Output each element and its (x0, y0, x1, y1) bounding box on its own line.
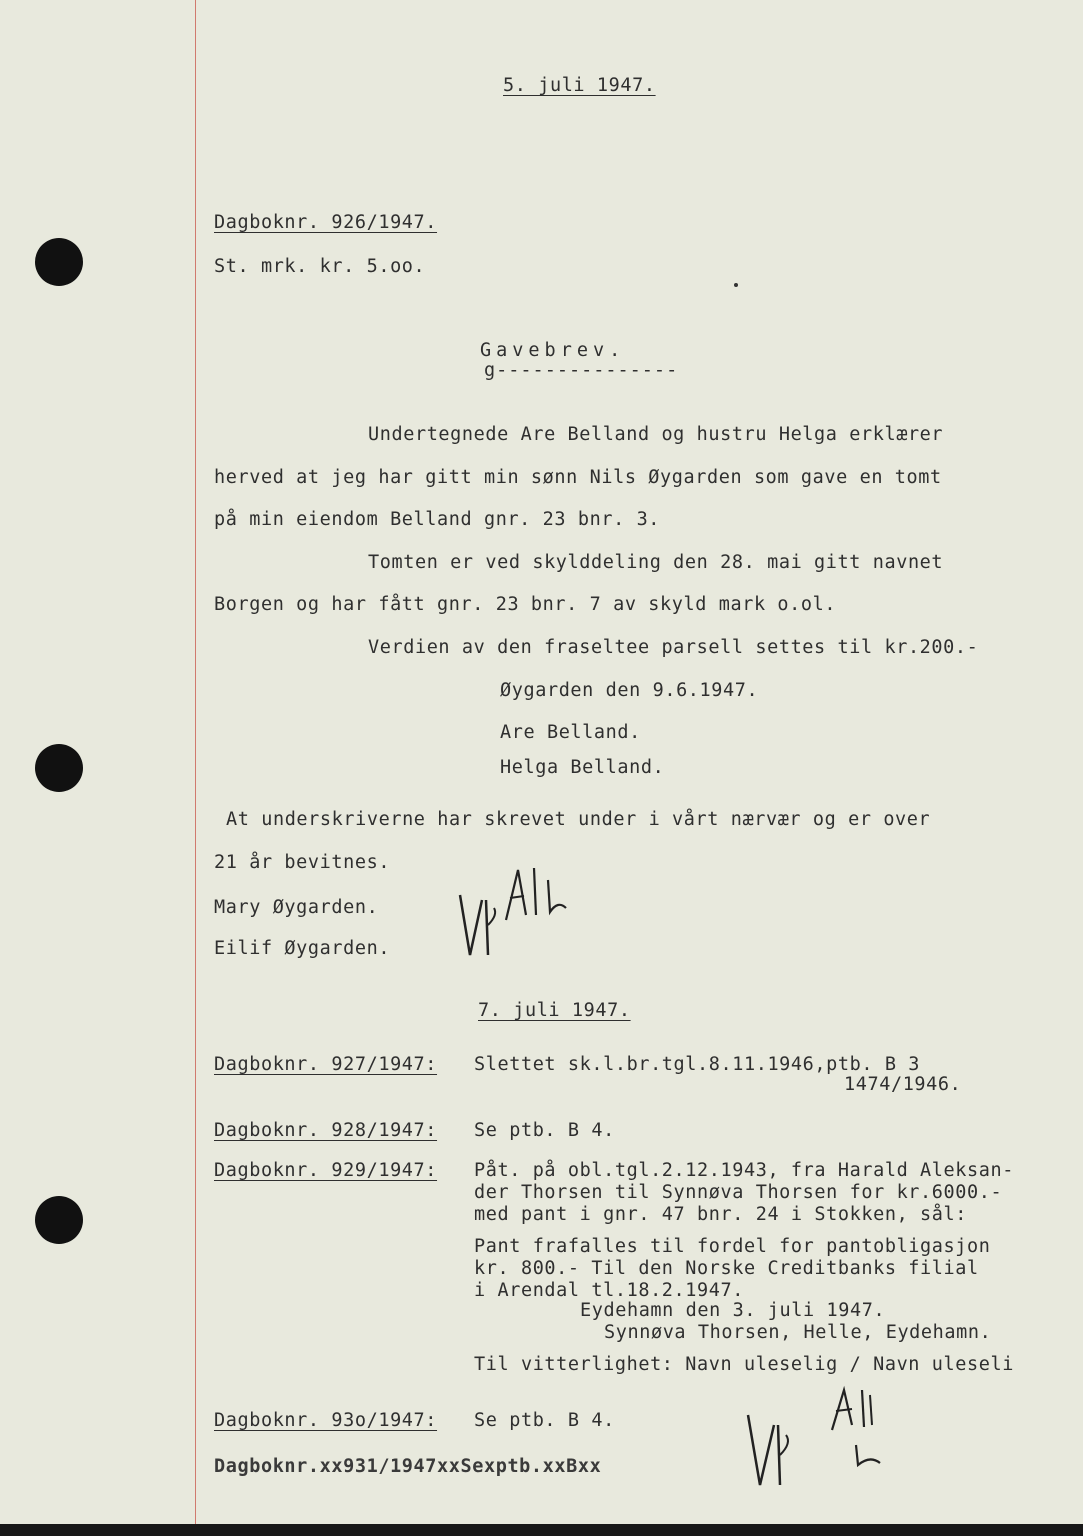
signer-2: Helga Belland. (500, 757, 665, 778)
witness-2: Eilif Øygarden. (214, 938, 391, 959)
entry-929-line-9: Til vitterlighet: Navn uleselig / Navn uleseli (474, 1354, 1014, 1375)
witness-1: Mary Øygarden. (214, 897, 379, 918)
handwritten-initials-1 (450, 860, 580, 970)
handwritten-initials-2 (740, 1385, 910, 1495)
document-title: Gavebrev. (480, 340, 626, 361)
entry-927-line-1: Slettet sk.l.br.tgl.8.11.1946,ptb. B 3 (474, 1054, 921, 1075)
entry-929-line-2: der Thorsen til Synnøva Thorsen for kr.6000.- (474, 1182, 1003, 1203)
body-line-2: herved at jeg har gitt min sønn Nils Øygarden som gave en tomt (214, 467, 942, 488)
dagbok-number-926: Dagboknr. 926/1947. (214, 212, 438, 233)
entry-929-line-4: Pant frafalles til fordel for pantobligasjon (474, 1236, 991, 1257)
entry-929-line-6: i Arendal tl.18.2.1947. (474, 1280, 744, 1301)
date-heading-1: 5. juli 1947. (503, 75, 656, 96)
date-heading-2: 7. juli 1947. (478, 1000, 631, 1021)
punch-hole-middle (35, 744, 83, 792)
entry-929-line-1: Påt. på obl.tgl.2.12.1943, fra Harald Aleksan- (474, 1160, 1014, 1181)
entry-929-line-7: Eydehamn den 3. juli 1947. (580, 1300, 886, 1321)
punch-hole-bottom (35, 1196, 83, 1244)
place-date: Øygarden den 9.6.1947. (500, 680, 759, 701)
dagbok-number-928: Dagboknr. 928/1947: (214, 1120, 438, 1141)
entry-929-line-5: kr. 800.- Til den Norske Creditbanks filial (474, 1258, 979, 1279)
dagbok-number-927: Dagboknr. 927/1947: (214, 1054, 438, 1075)
punch-hole-top (35, 238, 83, 286)
entry-929-line-8: Synnøva Thorsen, Helle, Eydehamn. (604, 1322, 992, 1343)
signer-1: Are Belland. (500, 722, 641, 743)
ink-dot (734, 283, 738, 287)
stamp-duty: St. mrk. kr. 5.oo. (214, 256, 426, 277)
entry-927-line-2: 1474/1946. (844, 1074, 962, 1095)
body-line-1: Undertegnede Are Belland og hustru Helga erklærer (368, 424, 944, 445)
entry-929-line-3: med pant i gnr. 47 bnr. 24 i Stokken, sål: (474, 1204, 967, 1225)
dagbok-number-929: Dagboknr. 929/1947: (214, 1160, 438, 1181)
body-line-5: Borgen og har fått gnr. 23 bnr. 7 av skyld mark o.ol. (214, 594, 837, 615)
entry-930-line-1: Se ptb. B 4. (474, 1410, 615, 1431)
body-line-3: på min eiendom Belland gnr. 23 bnr. 3. (214, 509, 661, 530)
witness-statement-2: 21 år bevitnes. (214, 852, 391, 873)
scan-bottom-edge (0, 1524, 1083, 1536)
body-line-6: Verdien av den fraseltee parsell settes til kr.200.- (368, 637, 979, 658)
witness-statement-1: At underskriverne har skrevet under i vårt nærvær og er over (226, 809, 931, 830)
struck-out-entry: Dagboknr.xx931/1947xxSexptb.xxBxx (214, 1456, 602, 1477)
dagbok-number-930: Dagboknr. 93o/1947: (214, 1410, 438, 1431)
margin-rule (195, 0, 196, 1536)
body-line-4: Tomten er ved skylddeling den 28. mai gitt navnet (368, 552, 944, 573)
title-underline: g--------------- (484, 360, 679, 381)
entry-928-line-1: Se ptb. B 4. (474, 1120, 615, 1141)
